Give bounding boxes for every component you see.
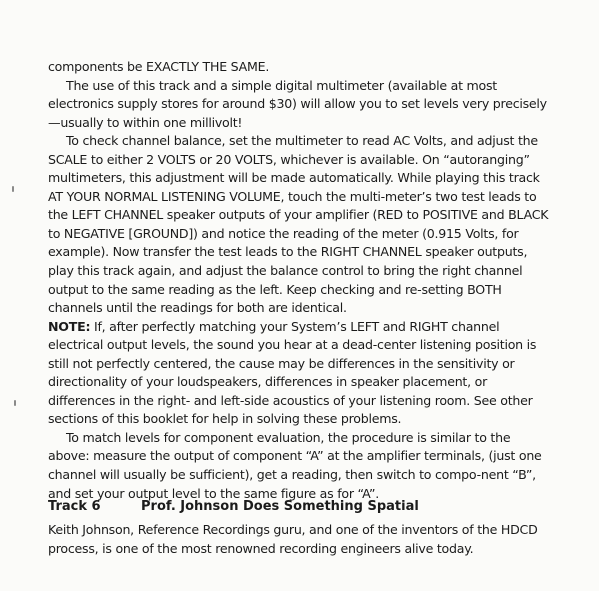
paragraph-continuation: components be EXACTLY THE SAME. [48, 59, 270, 74]
track-number: Track 6 [48, 499, 101, 514]
note-paragraph [48, 318, 554, 429]
track-heading [48, 498, 554, 516]
track-title: Prof. Johnson Does Something Spatial [141, 499, 419, 514]
scan-speck [12, 186, 14, 192]
scan-speck [14, 400, 16, 406]
note-text: If, after perfectly matching your System’s LEFT and RIGHT channel electrical output levels, the sound you hear at a dead-center listening position is still not perfectly centered, the cause may be differences in the sensitivity or directionality of your loudspeakers, differences in speaker placement, or differences in the right- and left-side acoustics of your listening room. See other sections of this booklet for help in solving these problems. [48, 318, 537, 427]
paragraph-component-evaluation: To match levels for component evaluation, the procedure is similar to the above: measure the output of component “A” at the amplifier terminals, (just one channel will usually be sufficient), get a reading, then switch to compo-nent “B”, and set your output level to the same figure as for “A”. [48, 429, 542, 501]
paragraph-keith-johnson: Keith Johnson, Reference Recordings guru, and one of the inventors of the HDCD process, is one of the most renowned recording engineers alive today. [48, 522, 538, 556]
body-text [48, 58, 554, 503]
track-description [48, 521, 554, 558]
paragraph-channel-balance: To check channel balance, set the multimeter to read AC Volts, and adjust the SCALE to either 2 VOLTS or 20 VOLTS, whichever is available. On “autoranging” multimeters, this adjustment will be made automatically. While playing this track AT YOUR NORMAL LISTENING VOLUME, touch the multi-meter’s two test leads to the LEFT CHANNEL speaker outputs of your amplifier (RED to POSITIVE and BLACK to NEGATIVE [GROUND]) and notice the reading of the meter (0.915 Volts, for example). Now transfer the test leads to the RIGHT CHANNEL speaker outputs, play this track again, and adjust the balance control to bring the right channel output to the same reading as the left. Keep checking and re-setting BOTH channels until the readings for both are identical. [48, 133, 549, 316]
paragraph-track-use: The use of this track and a simple digital multimeter (available at most electronics supply stores for around $30) will allow you to set levels very precisely—usually to within one millivolt! [48, 77, 547, 130]
note-label: NOTE: [48, 318, 91, 334]
